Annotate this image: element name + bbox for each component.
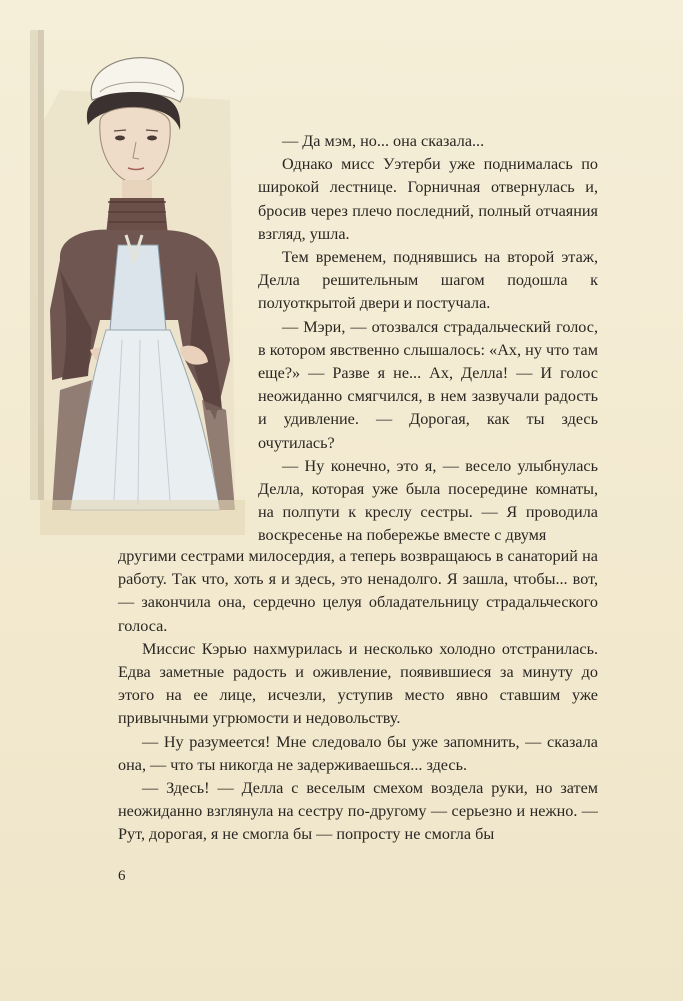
paragraph: — Мэри, — отозвался страдальческий голос, в котором явственно слышалось: «Ах, ну что там еще?» — Разве я не... Ах, Делла! — И голос неожиданно смягчился, в нем зазвучали радость и удивление. — Дорогая, как ты здесь очутилась? [258, 317, 598, 452]
maid-illustration [30, 30, 245, 535]
text-column-top [258, 130, 598, 548]
paragraph: Миссис Кэрью нахмурилась и несколько холодно отстранилась. Едва заметные радость и оживление, появившиеся за минуту до этого на ее лице, исчезли, уступив место явно ставшим уже привычными угрюмости и недовольству. [118, 639, 598, 728]
paragraph: — Ну разумеется! Мне следовало бы уже запомнить, — сказала она, — что ты никогда не задерживаешься... здесь. [118, 732, 598, 774]
page-number: 6 [118, 868, 126, 884]
paragraph: — Ну конечно, это я, — весело улыбнулась Делла, которая уже была посередине комнаты, на полпути к креслу сестры. — Я проводила воскресенье на побережье вместе с двумя [258, 456, 598, 545]
paragraph: другими сестрами милосердия, а теперь возвращаюсь в санаторий на работу. Так что, хоть я и здесь, это ненадолго. Я зашла, чтобы... вот, — закончила она, сердечно целуя обладательницу страдальческого голоса. [118, 547, 598, 635]
paragraph: Тем временем, поднявшись на второй этаж, Делла решительным шагом подошла к полуоткрытой двери и постучала. [258, 248, 598, 313]
paragraph: Однако мисс Уэтерби уже поднималась по широкой лестнице. Горничная отвернулась и, бросив через плечо последний, полный отчаяния взгляд, ушла. [258, 155, 598, 243]
text-column-bottom [118, 545, 598, 847]
paragraph: — Здесь! — Делла с веселым смехом воздела руки, но затем неожиданно взглянула на сестру по-другому — серьезно и нежно. — Рут, дорогая, я не смогла бы — попросту не смогла бы [118, 779, 598, 844]
paragraph: — Да мэм, но... она сказала... [282, 132, 485, 150]
